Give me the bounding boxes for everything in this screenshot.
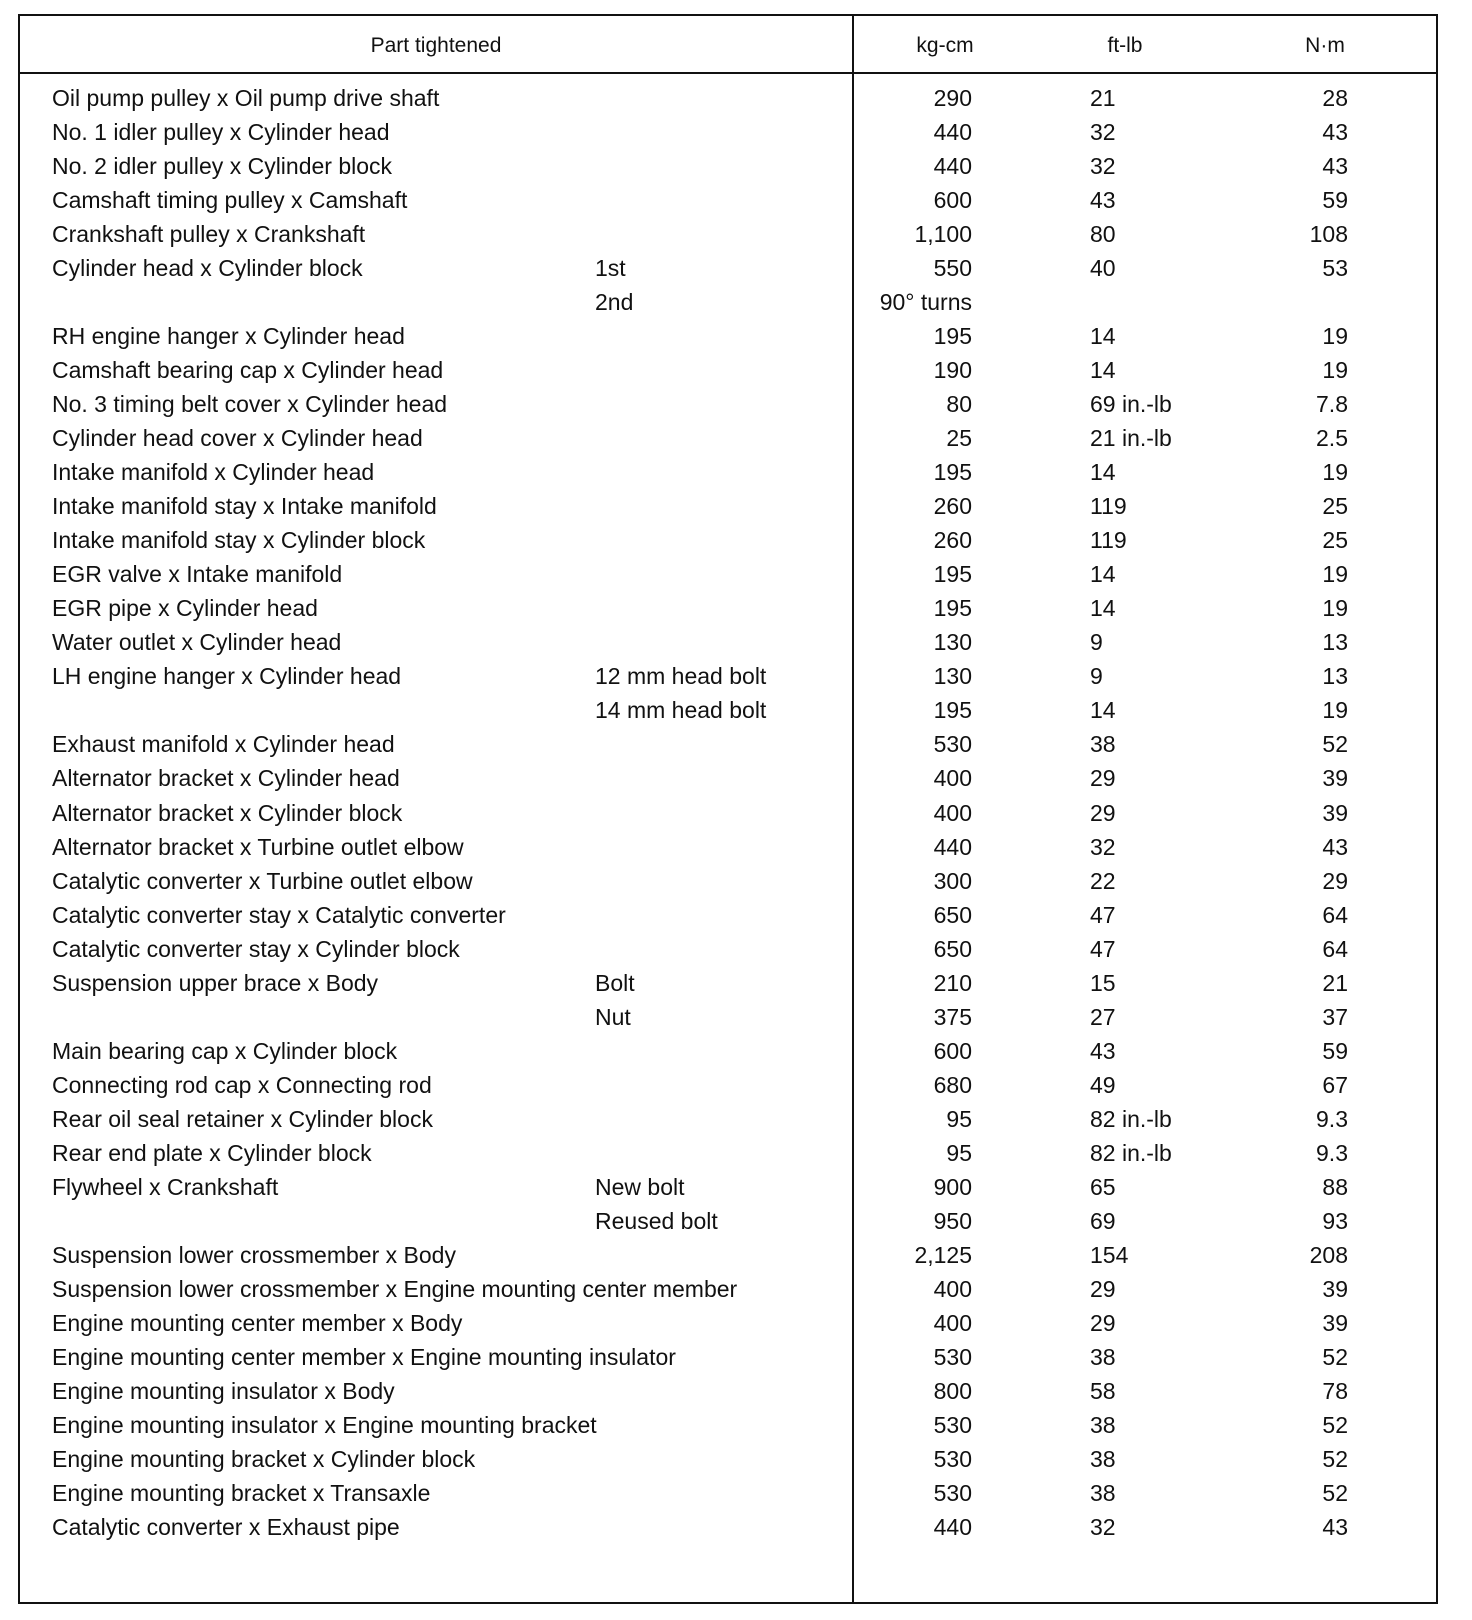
table-row: [20, 558, 1436, 590]
value-n-m: 88: [1322, 1174, 1348, 1200]
value-kg-cm: 600: [933, 1038, 972, 1064]
part-tightened: Water outlet x Cylinder head: [52, 629, 342, 655]
value-n-m: 52: [1322, 1446, 1348, 1472]
condition-note: New bolt: [595, 1174, 685, 1200]
value-ft-lb: 15: [1090, 970, 1116, 996]
table-row: [20, 354, 1436, 386]
value-kg-cm: 190: [933, 357, 972, 383]
value-ft-lb: 38: [1090, 1480, 1116, 1506]
value-ft-lb: 47: [1090, 902, 1116, 928]
value-ft-lb: 27: [1090, 1004, 1116, 1030]
value-kg-cm: 80: [946, 391, 972, 417]
value-ft-lb: 32: [1090, 119, 1116, 145]
table-row: [20, 1409, 1436, 1441]
value-ft-lb: 29: [1090, 1310, 1116, 1336]
value-kg-cm: 195: [933, 323, 972, 349]
part-tightened: Engine mounting center member x Engine mounting insulator: [52, 1344, 676, 1370]
value-kg-cm: 260: [933, 493, 972, 519]
value-ft-lb: 9: [1090, 663, 1103, 689]
value-ft-lb: 38: [1090, 731, 1116, 757]
value-ft-lb: 14: [1090, 697, 1116, 723]
table-row: [20, 831, 1436, 863]
value-kg-cm: 550: [933, 255, 972, 281]
value-ft-lb: 14: [1090, 595, 1116, 621]
value-kg-cm: 440: [933, 834, 972, 860]
value-kg-cm: 600: [933, 187, 972, 213]
table-row: [20, 899, 1436, 931]
value-n-m: 19: [1322, 697, 1348, 723]
value-ft-lb: 80: [1090, 221, 1116, 247]
condition-note: 2nd: [595, 289, 634, 315]
value-n-m: 39: [1322, 800, 1348, 826]
value-ft-lb: 58: [1090, 1378, 1116, 1404]
value-ft-lb: 47: [1090, 936, 1116, 962]
value-n-m: 39: [1322, 1276, 1348, 1302]
value-kg-cm: 195: [933, 595, 972, 621]
table-row: [20, 184, 1436, 216]
value-kg-cm: 375: [933, 1004, 972, 1030]
value-n-m: 25: [1322, 527, 1348, 553]
value-ft-lb: 14: [1090, 459, 1116, 485]
value-n-m: 208: [1309, 1242, 1348, 1268]
table-row: [20, 1341, 1436, 1373]
part-tightened: Crankshaft pulley x Crankshaft: [52, 221, 366, 247]
part-tightened: Catalytic converter stay x Cylinder block: [52, 936, 460, 962]
part-tightened: Exhaust manifold x Cylinder head: [52, 731, 395, 757]
value-n-m: 43: [1322, 1514, 1348, 1540]
value-kg-cm: 95: [946, 1106, 972, 1132]
table-row: [20, 1035, 1436, 1067]
value-n-m: 19: [1322, 323, 1348, 349]
part-tightened: Intake manifold x Cylinder head: [52, 459, 375, 485]
part-tightened: Alternator bracket x Cylinder block: [52, 800, 403, 826]
part-tightened: Engine mounting bracket x Cylinder block: [52, 1446, 476, 1472]
value-ft-lb: 29: [1090, 1276, 1116, 1302]
part-tightened: Suspension lower crossmember x Engine mounting center member: [52, 1276, 738, 1302]
value-ft-lb: 69: [1090, 1208, 1116, 1234]
value-kg-cm: 260: [933, 527, 972, 553]
table-row: [20, 865, 1436, 897]
part-tightened: Engine mounting center member x Body: [52, 1310, 463, 1336]
part-tightened: Engine mounting insulator x Engine mounting bracket: [52, 1412, 597, 1438]
part-tightened: Rear oil seal retainer x Cylinder block: [52, 1106, 433, 1132]
value-ft-lb: 40: [1090, 255, 1116, 281]
value-ft-lb: 21: [1090, 85, 1116, 111]
value-n-m: 67: [1322, 1072, 1348, 1098]
value-kg-cm: 650: [933, 902, 972, 928]
value-kg-cm: 530: [933, 1412, 972, 1438]
part-tightened: Cylinder head x Cylinder block: [52, 255, 363, 281]
value-kg-cm: 680: [933, 1072, 972, 1098]
condition-note: Nut: [595, 1004, 631, 1030]
value-n-m: 59: [1322, 187, 1348, 213]
value-kg-cm: 95: [946, 1140, 972, 1166]
table-row: [20, 456, 1436, 488]
part-tightened: Catalytic converter x Exhaust pipe: [52, 1514, 400, 1540]
table-row: [20, 1307, 1436, 1339]
value-n-m: 64: [1322, 936, 1348, 962]
part-tightened: Alternator bracket x Cylinder head: [52, 765, 400, 791]
value-n-m: 7.8: [1316, 391, 1348, 417]
table-row: [20, 797, 1436, 829]
value-n-m: 93: [1322, 1208, 1348, 1234]
value-kg-cm: 195: [933, 459, 972, 485]
value-n-m: 19: [1322, 459, 1348, 485]
value-n-m: 52: [1322, 1344, 1348, 1370]
value-kg-cm: 2,125: [914, 1242, 972, 1268]
value-n-m: 43: [1322, 119, 1348, 145]
table-row: [20, 967, 1436, 999]
value-ft-lb: 9: [1090, 629, 1103, 655]
table-row: [20, 388, 1436, 420]
table-row: [20, 626, 1436, 658]
value-ft-lb: 29: [1090, 800, 1116, 826]
table-row: [20, 82, 1436, 114]
part-tightened: Suspension upper brace x Body: [52, 970, 379, 996]
part-tightened: Catalytic converter x Turbine outlet elbow: [52, 868, 473, 894]
value-ft-lb: 65: [1090, 1174, 1116, 1200]
value-kg-cm: 530: [933, 1446, 972, 1472]
table-row: [20, 592, 1436, 624]
value-n-m: 13: [1322, 663, 1348, 689]
value-kg-cm: 1,100: [914, 221, 972, 247]
part-tightened: Suspension lower crossmember x Body: [52, 1242, 456, 1268]
value-kg-cm: 650: [933, 936, 972, 962]
value-kg-cm: 210: [933, 970, 972, 996]
table-row: [20, 1273, 1436, 1305]
table-row: [20, 490, 1436, 522]
part-tightened: Camshaft bearing cap x Cylinder head: [52, 357, 444, 383]
part-tightened: Main bearing cap x Cylinder block: [52, 1038, 398, 1064]
value-n-m: 9.3: [1316, 1140, 1348, 1166]
part-tightened: EGR pipe x Cylinder head: [52, 595, 318, 621]
value-ft-lb: 43: [1090, 1038, 1116, 1064]
table-row: [20, 1205, 1436, 1237]
value-ft-lb: 38: [1090, 1446, 1116, 1472]
value-kg-cm: 800: [933, 1378, 972, 1404]
part-tightened: Engine mounting insulator x Body: [52, 1378, 395, 1404]
value-ft-lb: 29: [1090, 765, 1116, 791]
condition-note: 14 mm head bolt: [595, 697, 767, 723]
value-n-m: 9.3: [1316, 1106, 1348, 1132]
value-kg-cm: 950: [933, 1208, 972, 1234]
table-row: [20, 933, 1436, 965]
value-kg-cm: 290: [933, 85, 972, 111]
table-row: [20, 1171, 1436, 1203]
header-ft-lb: ft-lb: [1107, 34, 1143, 57]
value-kg-cm: 400: [933, 1276, 972, 1302]
table-row: [20, 218, 1436, 250]
value-n-m: 29: [1322, 868, 1348, 894]
value-kg-cm: 130: [933, 663, 972, 689]
value-n-m: 28: [1322, 85, 1348, 111]
part-tightened: Rear end plate x Cylinder block: [52, 1140, 372, 1166]
table-row: [20, 1477, 1436, 1509]
value-ft-lb: 22: [1090, 868, 1116, 894]
value-ft-lb: 32: [1090, 1514, 1116, 1540]
header-n-m: N·m: [1305, 34, 1345, 57]
part-tightened: Flywheel x Crankshaft: [52, 1174, 279, 1200]
value-n-m: 53: [1322, 255, 1348, 281]
table-row: [20, 150, 1436, 182]
table-row: [20, 694, 1436, 726]
value-n-m: 64: [1322, 902, 1348, 928]
table-row: [20, 1103, 1436, 1135]
value-ft-lb: 38: [1090, 1344, 1116, 1370]
table-row: [20, 524, 1436, 556]
value-n-m: 39: [1322, 765, 1348, 791]
value-n-m: 43: [1322, 153, 1348, 179]
value-kg-cm: 530: [933, 1344, 972, 1370]
value-n-m: 52: [1322, 731, 1348, 757]
part-tightened: Alternator bracket x Turbine outlet elbow: [52, 834, 464, 860]
part-tightened: EGR valve x Intake manifold: [52, 561, 343, 587]
value-ft-lb: 32: [1090, 834, 1116, 860]
header-part-tightened: Part tightened: [370, 34, 502, 57]
value-ft-lb: 69 in.-lb: [1090, 391, 1172, 417]
value-n-m: 108: [1309, 221, 1348, 247]
part-tightened: RH engine hanger x Cylinder head: [52, 323, 405, 349]
part-tightened: Oil pump pulley x Oil pump drive shaft: [52, 85, 440, 111]
value-kg-cm: 900: [933, 1174, 972, 1200]
part-tightened: Cylinder head cover x Cylinder head: [52, 425, 423, 451]
table-row: [20, 1137, 1436, 1169]
table-row: [20, 422, 1436, 454]
value-ft-lb: 49: [1090, 1072, 1116, 1098]
table-row: [20, 1375, 1436, 1407]
table-row: [20, 1239, 1436, 1271]
value-n-m: 37: [1322, 1004, 1348, 1030]
table-row: [20, 728, 1436, 760]
value-n-m: 2.5: [1316, 425, 1348, 451]
part-tightened: No. 3 timing belt cover x Cylinder head: [52, 391, 448, 417]
value-ft-lb: 32: [1090, 153, 1116, 179]
value-ft-lb: 82 in.-lb: [1090, 1140, 1172, 1166]
value-kg-cm: 530: [933, 1480, 972, 1506]
torque-specification-table: [18, 14, 1438, 1604]
value-kg-cm: 400: [933, 1310, 972, 1336]
value-ft-lb: 38: [1090, 1412, 1116, 1438]
value-n-m: 43: [1322, 834, 1348, 860]
table-row: [20, 660, 1436, 692]
value-n-m: 59: [1322, 1038, 1348, 1064]
part-tightened: LH engine hanger x Cylinder head: [52, 663, 402, 689]
table-row: [20, 286, 1436, 318]
value-kg-cm: 90° turns: [879, 289, 972, 315]
table-row: [20, 116, 1436, 148]
part-tightened: Camshaft timing pulley x Camshaft: [52, 187, 408, 213]
value-ft-lb: 154: [1090, 1242, 1129, 1268]
part-tightened: Catalytic converter stay x Catalytic converter: [52, 902, 506, 928]
table-row: [20, 762, 1436, 794]
value-n-m: 13: [1322, 629, 1348, 655]
value-n-m: 52: [1322, 1480, 1348, 1506]
value-n-m: 21: [1322, 970, 1348, 996]
value-kg-cm: 25: [946, 425, 972, 451]
part-tightened: No. 2 idler pulley x Cylinder block: [52, 153, 393, 179]
part-tightened: Intake manifold stay x Intake manifold: [52, 493, 437, 519]
part-tightened: Engine mounting bracket x Transaxle: [52, 1480, 431, 1506]
condition-note: 1st: [595, 255, 626, 281]
value-n-m: 78: [1322, 1378, 1348, 1404]
value-ft-lb: 82 in.-lb: [1090, 1106, 1172, 1132]
header-kg-cm: kg-cm: [916, 34, 974, 57]
table-row: [20, 1069, 1436, 1101]
table-row: [20, 1443, 1436, 1475]
value-kg-cm: 130: [933, 629, 972, 655]
value-kg-cm: 440: [933, 119, 972, 145]
table-row: [20, 1511, 1436, 1543]
part-tightened: Intake manifold stay x Cylinder block: [52, 527, 426, 553]
value-n-m: 52: [1322, 1412, 1348, 1438]
value-kg-cm: 400: [933, 765, 972, 791]
value-kg-cm: 400: [933, 800, 972, 826]
value-n-m: 39: [1322, 1310, 1348, 1336]
table-row: [20, 1001, 1436, 1033]
value-ft-lb: 119: [1090, 527, 1127, 553]
value-kg-cm: 300: [933, 868, 972, 894]
value-kg-cm: 195: [933, 561, 972, 587]
table-row: [20, 320, 1436, 352]
condition-note: 12 mm head bolt: [595, 663, 767, 689]
value-ft-lb: 14: [1090, 561, 1116, 587]
value-n-m: 19: [1322, 561, 1348, 587]
value-ft-lb: 14: [1090, 323, 1116, 349]
condition-note: Bolt: [595, 970, 635, 996]
value-ft-lb: 14: [1090, 357, 1116, 383]
value-n-m: 25: [1322, 493, 1348, 519]
value-kg-cm: 440: [933, 1514, 972, 1540]
table-row: [20, 252, 1436, 284]
value-n-m: 19: [1322, 595, 1348, 621]
table-body: [20, 16, 1436, 1602]
value-ft-lb: 43: [1090, 187, 1116, 213]
value-n-m: 19: [1322, 357, 1348, 383]
value-kg-cm: 195: [933, 697, 972, 723]
value-ft-lb: 21 in.-lb: [1090, 425, 1172, 451]
value-ft-lb: 119: [1090, 493, 1127, 519]
value-kg-cm: 530: [933, 731, 972, 757]
part-tightened: Connecting rod cap x Connecting rod: [52, 1072, 432, 1098]
part-tightened: No. 1 idler pulley x Cylinder head: [52, 119, 390, 145]
value-kg-cm: 440: [933, 153, 972, 179]
condition-note: Reused bolt: [595, 1208, 718, 1234]
